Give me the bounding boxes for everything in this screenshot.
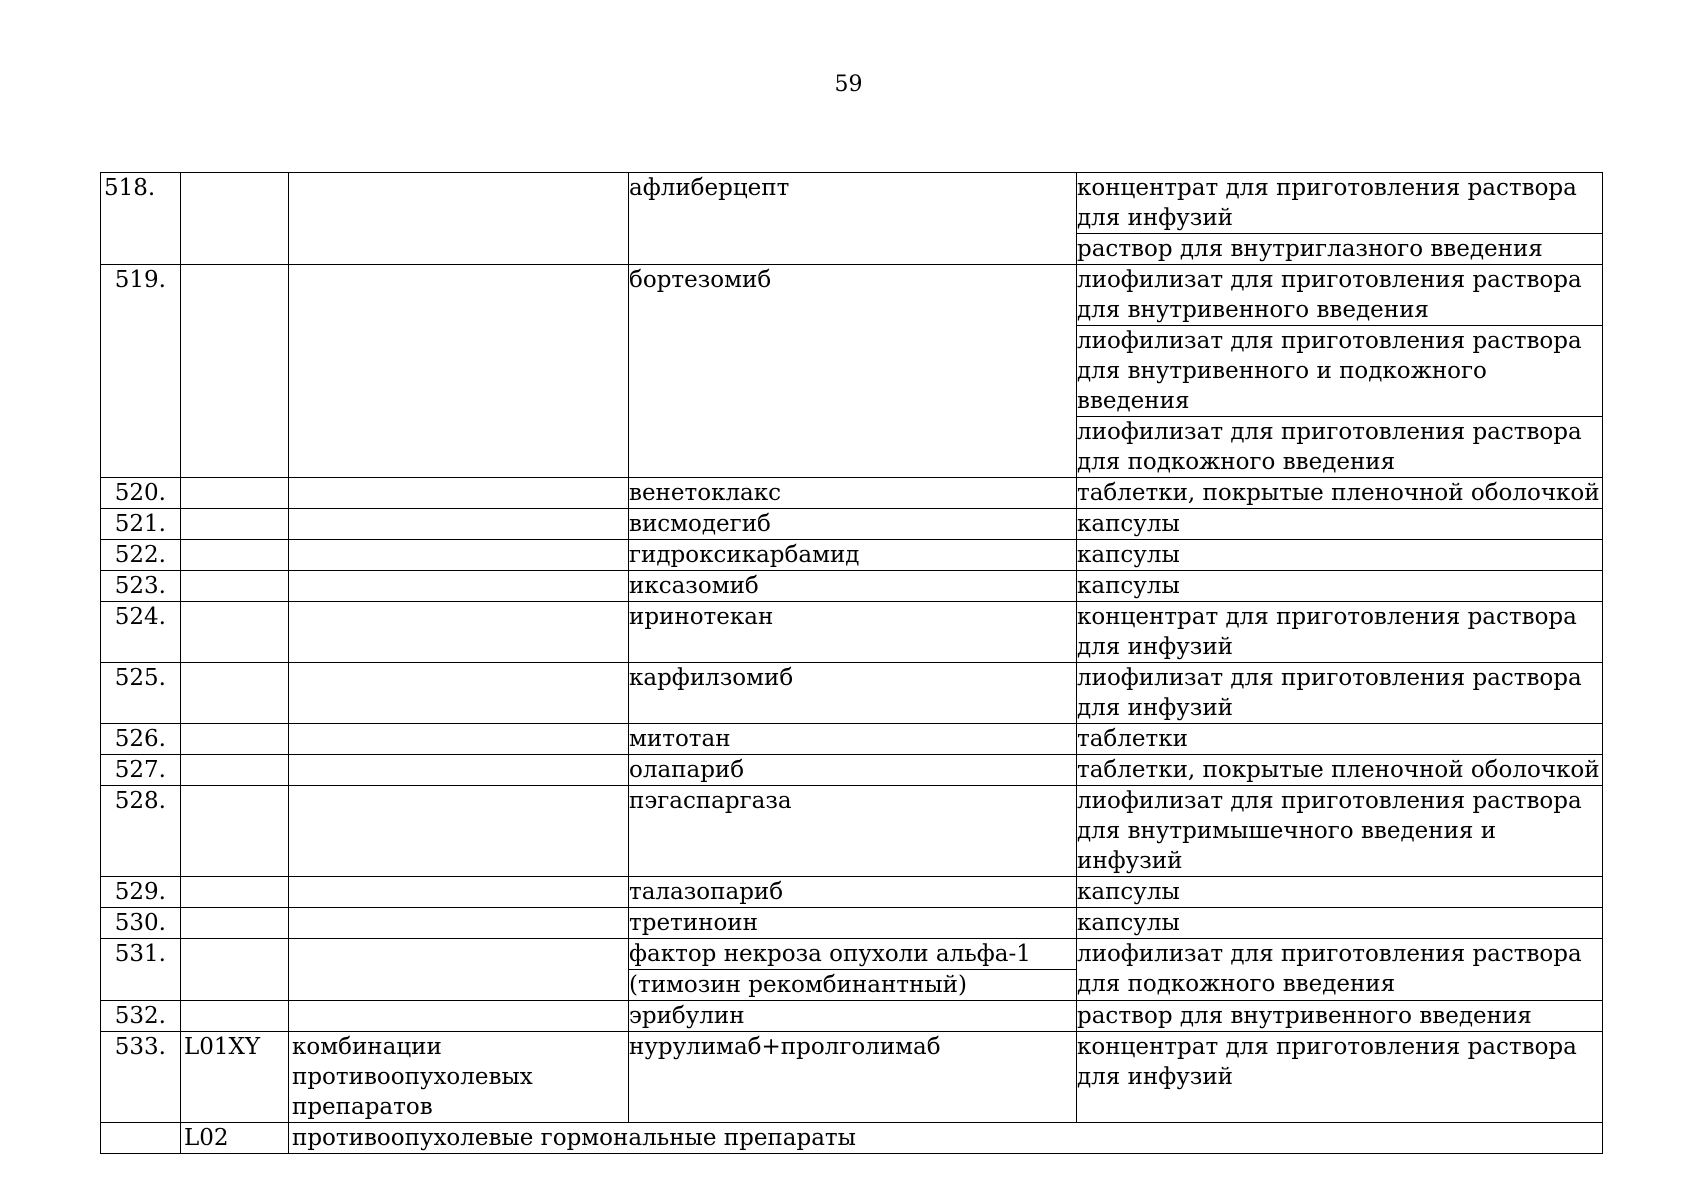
drug-name: третиноин bbox=[629, 910, 758, 936]
dosage-form-cell bbox=[1077, 663, 1603, 724]
drug-name-cell bbox=[629, 173, 1077, 265]
drug-name: фактор некроза опухоли альфа-1 bbox=[629, 941, 1031, 967]
page-number: 59 bbox=[834, 72, 863, 97]
atc-group-cell bbox=[289, 509, 629, 540]
row-number: 528. bbox=[114, 788, 166, 814]
drug-name: иринотекан bbox=[629, 604, 774, 630]
table-row bbox=[101, 663, 1603, 724]
drug-name: митотан bbox=[629, 726, 731, 752]
table-row bbox=[101, 265, 1603, 478]
table-row bbox=[101, 602, 1603, 663]
dosage-form-cell bbox=[1077, 509, 1603, 540]
drug-name: нурулимаб+пролголимаб bbox=[629, 1034, 941, 1060]
table-row bbox=[101, 786, 1603, 877]
row-number-cell bbox=[101, 602, 181, 663]
row-number-cell bbox=[101, 877, 181, 908]
dosage-form-cell bbox=[1077, 908, 1603, 939]
atc-code-cell bbox=[181, 173, 289, 265]
row-number: 522. bbox=[114, 542, 166, 568]
drug-name-cell bbox=[629, 908, 1077, 939]
table-row bbox=[101, 540, 1603, 571]
row-number-cell bbox=[101, 786, 181, 877]
row-number: 525. bbox=[114, 665, 166, 691]
atc-code-cell bbox=[181, 478, 289, 509]
row-number: 526. bbox=[114, 726, 166, 752]
row-number: 529. bbox=[114, 879, 166, 905]
row-number-cell bbox=[101, 173, 181, 265]
row-number: 527. bbox=[114, 757, 166, 783]
drug-name: карфилзомиб bbox=[629, 665, 794, 691]
row-number-cell bbox=[101, 1001, 181, 1032]
atc-group-cell bbox=[289, 939, 629, 1001]
dosage-form-cell bbox=[1077, 1032, 1603, 1123]
dosage-form: раствор для внутривенного введения bbox=[1077, 1003, 1532, 1029]
atc-group-cell bbox=[289, 173, 629, 265]
dosage-form: капсулы bbox=[1077, 879, 1180, 905]
atc-code-cell bbox=[181, 602, 289, 663]
table-row bbox=[101, 908, 1603, 939]
dosage-form-cell bbox=[1077, 724, 1603, 755]
atc-group-cell bbox=[289, 1001, 629, 1032]
atc-group-cell bbox=[289, 786, 629, 877]
dosage-form: капсулы bbox=[1077, 511, 1180, 537]
row-number-cell bbox=[101, 1123, 181, 1154]
atc-code: L01XY bbox=[184, 1034, 261, 1060]
drug-name-cell bbox=[629, 663, 1077, 724]
dosage-form: капсулы bbox=[1077, 910, 1180, 936]
table-row bbox=[101, 724, 1603, 755]
dosage-form: лиофилизат для приготовления раствора для подкожного введения bbox=[1077, 941, 1582, 997]
drug-name: (тимозин рекомбинантный) bbox=[629, 969, 1076, 1000]
row-number: 530. bbox=[114, 910, 166, 936]
dosage-form: раствор для внутриглазного введения bbox=[1077, 233, 1602, 264]
row-number-cell bbox=[101, 939, 181, 1001]
drug-name-cell bbox=[629, 602, 1077, 663]
drug-name-cell bbox=[629, 877, 1077, 908]
drug-name-cell bbox=[629, 1032, 1077, 1123]
table-row bbox=[101, 173, 1603, 265]
dosage-form-cell bbox=[1077, 540, 1603, 571]
row-number-cell bbox=[101, 540, 181, 571]
drug-name-cell bbox=[629, 939, 1077, 1001]
dosage-form-cell bbox=[1077, 1001, 1603, 1032]
atc-code-cell bbox=[181, 939, 289, 1001]
table-row bbox=[101, 509, 1603, 540]
row-number-cell bbox=[101, 265, 181, 478]
drug-name: пэгаспаргаза bbox=[629, 788, 792, 814]
dosage-form: лиофилизат для приготовления раствора для внутривенного введения bbox=[1077, 267, 1582, 323]
drug-name: эрибулин bbox=[629, 1003, 745, 1029]
row-number-cell bbox=[101, 908, 181, 939]
drug-name-cell bbox=[629, 478, 1077, 509]
drug-name: висмодегиб bbox=[629, 511, 771, 537]
row-number: 531. bbox=[114, 941, 166, 967]
row-number: 533. bbox=[114, 1034, 166, 1060]
atc-code-cell bbox=[181, 786, 289, 877]
row-number-cell bbox=[101, 755, 181, 786]
drug-name-cell bbox=[629, 786, 1077, 877]
atc-group-cell bbox=[289, 571, 629, 602]
atc-group-cell bbox=[289, 755, 629, 786]
dosage-form: лиофилизат для приготовления раствора для внутримышечного введения и инфузий bbox=[1077, 788, 1582, 874]
row-number: 524. bbox=[114, 604, 166, 630]
dosage-form: лиофилизат для приготовления раствора для подкожного введения bbox=[1077, 416, 1602, 477]
drug-name-cell bbox=[629, 724, 1077, 755]
atc-code-cell bbox=[181, 1001, 289, 1032]
drug-table bbox=[100, 172, 1603, 1154]
atc-code-cell bbox=[181, 663, 289, 724]
dosage-form: лиофилизат для приготовления раствора для внутривенного и подкожного введения bbox=[1077, 325, 1602, 416]
dosage-form: лиофилизат для приготовления раствора для инфузий bbox=[1077, 665, 1582, 721]
row-number-cell bbox=[101, 663, 181, 724]
atc-group: комбинации противоопухолевых препаратов bbox=[292, 1034, 533, 1120]
atc-code-cell bbox=[181, 540, 289, 571]
row-number-cell bbox=[101, 478, 181, 509]
section-title-cell bbox=[289, 1123, 1603, 1154]
atc-group-cell bbox=[289, 663, 629, 724]
atc-code-cell bbox=[181, 724, 289, 755]
atc-group-cell bbox=[289, 1032, 629, 1123]
section-code-cell bbox=[181, 1123, 289, 1154]
dosage-form: таблетки, покрытые пленочной оболочкой bbox=[1077, 480, 1600, 506]
drug-name-cell bbox=[629, 571, 1077, 602]
dosage-form-cell bbox=[1077, 571, 1603, 602]
table-row bbox=[101, 478, 1603, 509]
dosage-form: таблетки, покрытые пленочной оболочкой bbox=[1077, 757, 1600, 783]
table-row bbox=[101, 1001, 1603, 1032]
table-row bbox=[101, 571, 1603, 602]
drug-name-cell bbox=[629, 755, 1077, 786]
table-row bbox=[101, 1032, 1603, 1123]
drug-name-cell bbox=[629, 1001, 1077, 1032]
atc-code-cell bbox=[181, 877, 289, 908]
drug-name-cell bbox=[629, 265, 1077, 478]
dosage-form: концентрат для приготовления раствора для инфузий bbox=[1077, 175, 1577, 231]
row-number: 521. bbox=[114, 511, 166, 537]
drug-name: талазопариб bbox=[629, 879, 784, 905]
dosage-form: капсулы bbox=[1077, 573, 1180, 599]
atc-code-cell bbox=[181, 571, 289, 602]
drug-name: венетоклакс bbox=[629, 480, 782, 506]
drug-name: афлиберцепт bbox=[629, 175, 790, 201]
row-number: 523. bbox=[114, 573, 166, 599]
row-number: 532. bbox=[114, 1003, 166, 1029]
dosage-form-cell bbox=[1077, 265, 1603, 478]
atc-code-cell bbox=[181, 509, 289, 540]
dosage-form-cell bbox=[1077, 939, 1603, 1001]
atc-group-cell bbox=[289, 540, 629, 571]
drug-name: иксазомиб bbox=[629, 573, 759, 599]
dosage-form: концентрат для приготовления раствора для инфузий bbox=[1077, 1034, 1577, 1090]
table-row bbox=[101, 939, 1603, 1001]
drug-name-cell bbox=[629, 540, 1077, 571]
dosage-form-cell bbox=[1077, 786, 1603, 877]
row-number-cell bbox=[101, 571, 181, 602]
atc-code-cell bbox=[181, 265, 289, 478]
dosage-form-cell bbox=[1077, 173, 1603, 265]
atc-group-cell bbox=[289, 724, 629, 755]
drug-name-cell bbox=[629, 509, 1077, 540]
row-number-cell bbox=[101, 724, 181, 755]
row-number-cell bbox=[101, 1032, 181, 1123]
section-code: L02 bbox=[184, 1125, 229, 1151]
section-title: противоопухолевые гормональные препараты bbox=[292, 1125, 856, 1151]
atc-group-cell bbox=[289, 602, 629, 663]
atc-code-cell bbox=[181, 755, 289, 786]
dosage-form-cell bbox=[1077, 602, 1603, 663]
atc-group-cell bbox=[289, 478, 629, 509]
table-row bbox=[101, 877, 1603, 908]
drug-name: бортезомиб bbox=[629, 267, 772, 293]
row-number-cell bbox=[101, 509, 181, 540]
row-number: 518. bbox=[104, 175, 156, 201]
dosage-form: концентрат для приготовления раствора для инфузий bbox=[1077, 604, 1577, 660]
dosage-form: капсулы bbox=[1077, 542, 1180, 568]
atc-group-cell bbox=[289, 877, 629, 908]
table-row bbox=[101, 755, 1603, 786]
atc-code-cell bbox=[181, 1032, 289, 1123]
atc-group-cell bbox=[289, 265, 629, 478]
section-row bbox=[101, 1123, 1603, 1154]
dosage-form-cell bbox=[1077, 478, 1603, 509]
row-number: 519. bbox=[114, 267, 166, 293]
dosage-form-cell bbox=[1077, 755, 1603, 786]
dosage-form: таблетки bbox=[1077, 726, 1188, 752]
atc-group-cell bbox=[289, 908, 629, 939]
atc-code-cell bbox=[181, 908, 289, 939]
drug-name: олапариб bbox=[629, 757, 745, 783]
row-number: 520. bbox=[114, 480, 166, 506]
dosage-form-cell bbox=[1077, 877, 1603, 908]
drug-name: гидроксикарбамид bbox=[629, 542, 860, 568]
